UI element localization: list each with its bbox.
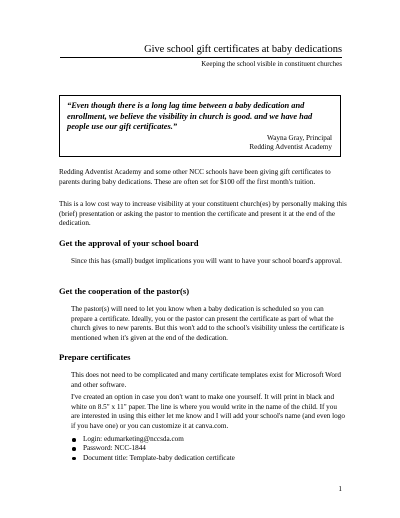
login-details-list [71, 435, 235, 463]
document-title-item: Document title: Template-baby dedication certificate [83, 453, 235, 462]
section-heading-board-approval: Get the approval of your school board [59, 238, 199, 248]
section-paragraph: I've created an option in case you don't want to make one yourself. It will print in black and white on 8.5" x 11" paper. The line is where you would write in the name of the child. If you are interested in using this either let me know and I will add your school's name (and even logo if you have one) or you can customize it at canva.com. [71, 393, 345, 430]
bullet-icon [72, 447, 76, 451]
section-paragraph: This does not need to be complicated and many certificate templates exist for Microsoft Word and other software. [71, 371, 341, 389]
testimonial-quote: “Even though there is a long lag time between a baby dedication and enrollment, we believe the visibility in church is good. and we have had people use our gift certificates.” [67, 101, 313, 132]
bullet-icon [72, 438, 76, 442]
testimonial-organization: Redding Adventist Academy [249, 143, 332, 152]
testimonial-name: Wayna Gray, Principal [266, 133, 332, 142]
list-item [71, 444, 235, 453]
section-heading-prepare-certificates: Prepare certificates [59, 352, 131, 362]
intro-paragraph-1: Redding Adventist Academy and some other NCC schools have been giving gift certificates to parents during baby dedications. These are often set for $100 off the first month's tuition. [59, 168, 331, 186]
intro-paragraph-2: This is a low cost way to increase visibility at your constituent church(es) by personally making this (brief) presentation or asking the pastor to mention the certificate and present it at the end of the dedication. [59, 200, 347, 228]
title-underline [60, 57, 342, 58]
document-title: Give school gift certificates at baby dedications [144, 44, 342, 55]
testimonial-box [59, 95, 341, 157]
bullet-icon [72, 457, 76, 461]
section-heading-pastor-cooperation: Get the cooperation of the pastor(s) [59, 286, 190, 296]
section-paragraph: The pastor(s) will need to let you know when a baby dedication is scheduled so you can prepare a certificate. Ideally, you or the pastor can present the certificate as part of what the church gives to new parents. But this won't add to the school's visibility unless the certificate is mentioned when it's given at the end of the dedication. [71, 305, 345, 342]
document-subtitle: Keeping the school visible in constituent churches [201, 60, 342, 68]
list-item [71, 435, 235, 444]
page-number: 1 [338, 485, 342, 493]
section-paragraph: Since this has (small) budget implications you will want to have your school board's approval. [71, 257, 342, 265]
login-password: Password: NCC-1844 [83, 444, 146, 453]
list-item [71, 454, 235, 463]
login-email: Login: edumarketing@nccsda.com [83, 435, 184, 443]
